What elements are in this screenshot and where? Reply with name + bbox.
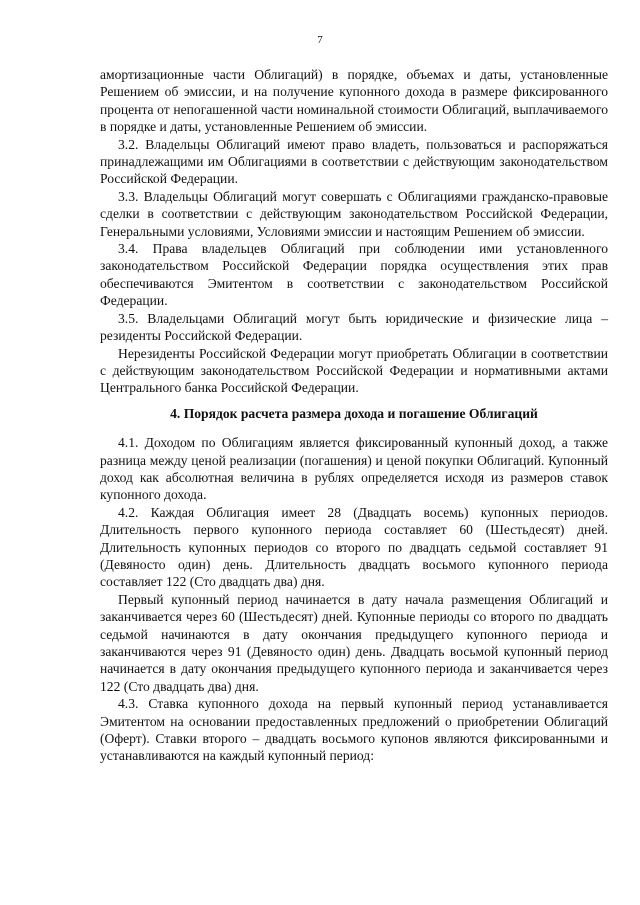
section-4-heading: 4. Порядок расчета размера дохода и погашение Облигаций [170, 405, 538, 421]
paragraph-3-2: 3.2. Владельцы Облигаций имеют право владеть, пользоваться и распоряжаться принадлежащими им Облигациями в соответствии с действующим законодательством Российской Федерации. [100, 136, 608, 187]
paragraph-3-4: 3.4. Права владельцев Облигаций при соблюдении ими установленного законодательством Российской Федерации порядка осуществления этих прав обеспечиваются Эмитентом в соответствии с законодательством Российской Федерации. [100, 241, 608, 309]
paragraph-4-3: 4.3. Ставка купонного дохода на первый купонный период устанавливается Эмитентом на основании предоставленных предложений о приобретении Облигаций (Оферт). Ставки второго – двадцать восьмого купонов являются фиксированными и устанавливаются на каждый купонный период: [100, 696, 608, 764]
document-body [100, 66, 608, 765]
paragraph-coupon-periods: Первый купонный период начинается в дату начала размещения Облигаций и заканчивается через 60 (Шестьдесят) дней. Купонные периоды со второго по двадцать седьмой начинаются в дату окончания предыдущего купонного периода и заканчиваются через 91 (Девяносто один) день. Двадцать восьмой купонный период начинается в дату окончания предыдущего купонного периода и заканчивается через 122 (Сто двадцать два) дня. [100, 591, 608, 694]
paragraph-3-5: 3.5. Владельцами Облигаций могут быть юридические и физические лица – резиденты Российской Федерации. [100, 310, 608, 344]
paragraph-rights-continuation: амортизационные части Облигаций) в порядке, объемах и даты, установленные Решением об эмиссии, и на получение купонного дохода в размере фиксированного процента от непогашенной части номинальной стоимости Облигаций, выплачиваемого в порядке и даты, установленные Решением об эмиссии. [100, 67, 608, 135]
paragraph-3-3: 3.3. Владельцы Облигаций могут совершать с Облигациями гражданско-правовые сделки в соответствии с действующим законодательством Российской Федерации, Генеральными условиями, Условиями эмиссии и настоящим Решением об эмиссии. [100, 188, 608, 239]
paragraph-4-1: 4.1. Доходом по Облигациям является фиксированный купонный доход, а также разница между ценой реализации (погашения) и ценой покупки Облигаций. Купонный доход как абсолютная величина в рублях определяется исходя из размеров ставок купонного дохода. [100, 435, 608, 503]
paragraph-nonresidents: Нерезиденты Российской Федерации могут приобретать Облигации в соответствии с действующим законодательством Российской Федерации и нормативными актами Центрального банка Российской Федерации. [100, 345, 608, 396]
paragraph-4-2: 4.2. Каждая Облигация имеет 28 (Двадцать восемь) купонных периодов. Длительность первого купонного периода составляет 60 (Шестьдесят) дней. Длительность купонных периодов со второго по двадцать седьмой составляет 91 (Девяносто один) день. Длительность двадцать восьмого купонного периода составляет 122 (Сто двадцать два) дня. [100, 504, 608, 590]
page-number: 7 [317, 34, 323, 46]
